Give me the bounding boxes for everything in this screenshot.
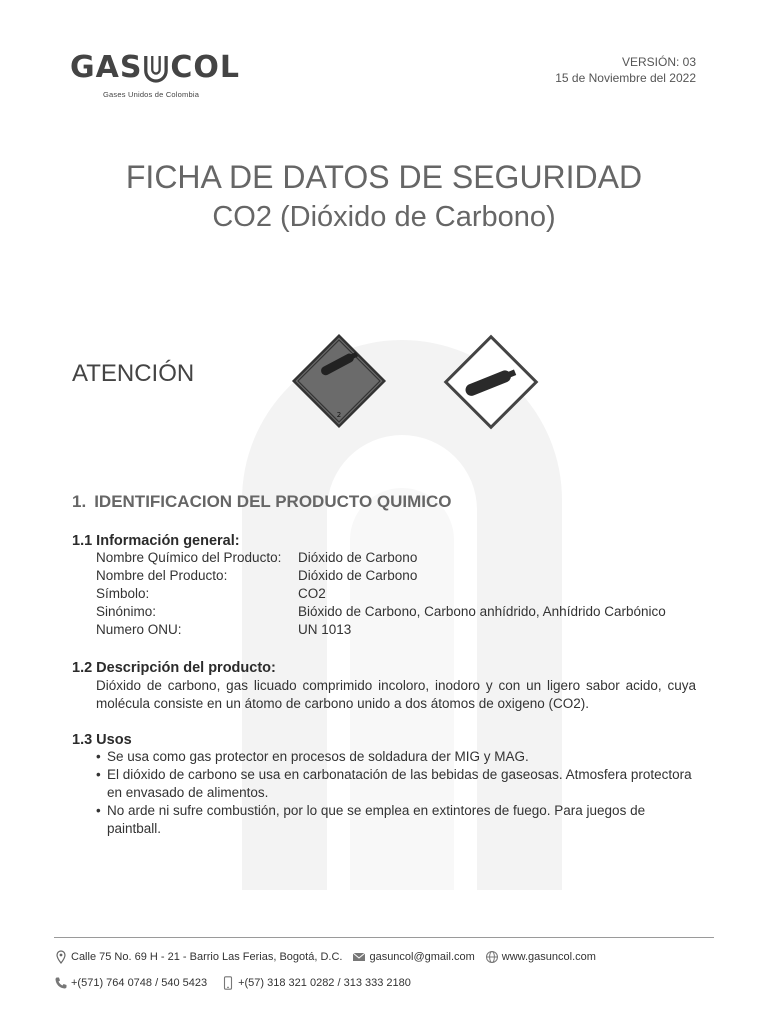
footer-row-1	[54, 949, 606, 965]
info-value: Dióxido de Carbono	[298, 568, 418, 583]
mobile-phone-icon	[221, 976, 235, 990]
section-number: 1.	[72, 492, 87, 511]
document-subtitle: CO2 (Dióxido de Carbono)	[212, 201, 556, 233]
gas-cylinder-ghs04-icon	[442, 333, 540, 431]
email-link[interactable]: gasuncol@gmail.com	[369, 951, 475, 963]
info-value: Dióxido de Carbono	[298, 550, 418, 565]
description-heading: 1.2 Descripción del producto:	[72, 660, 276, 676]
signal-word: ATENCIÓN	[72, 360, 195, 387]
list-item: • No arde ni sufre combustión, por lo que se emplea en extintores de fuego. Para juegos de paintball.	[96, 802, 696, 838]
address-text: Calle 75 No. 69 H - 21 - Barrio Las Ferias, Bogotá, D.C.	[71, 951, 343, 963]
version-label: VERSIÓN: 03	[621, 55, 696, 69]
list-item: • El dióxido de carbono se usa en carbonatación de las bebidas de gaseosas. Atmosfera protectora en envasado de alimentos.	[96, 766, 696, 802]
section-title: IDENTIFICACION DEL PRODUCTO QUIMICO	[94, 492, 452, 511]
version-info	[555, 54, 696, 86]
logo-mark-icon	[143, 53, 169, 83]
uses-heading: 1.3 Usos	[72, 732, 132, 748]
info-row	[96, 549, 666, 567]
location-pin-icon	[54, 950, 68, 964]
class-number-label: 2	[336, 411, 342, 419]
uses-list	[96, 748, 696, 838]
info-row	[96, 621, 666, 639]
footer-divider	[54, 937, 714, 938]
logo-text-right: COL	[170, 50, 240, 85]
info-row	[96, 603, 666, 621]
company-logo	[70, 50, 240, 108]
phone-text[interactable]: +(571) 764 0748 / 540 5423	[71, 977, 208, 989]
list-item: • Se usa como gas protector en procesos de soldadura der MIG y MAG.	[96, 748, 696, 766]
footer-mobile[interactable]	[221, 975, 411, 991]
info-value: UN 1013	[298, 622, 352, 637]
footer-phone[interactable]	[54, 975, 207, 991]
info-label: Nombre del Producto:	[96, 568, 228, 583]
info-row	[96, 567, 666, 585]
description-text: Dióxido de carbono, gas licuado comprimido incoloro, inodoro y con un ligero sabor acido, cuya molécula consiste en un átomo de carbono unido a dos átomos de oxigeno (CO2).	[96, 678, 696, 711]
section-1-heading	[72, 490, 452, 514]
info-label: Símbolo:	[96, 586, 150, 601]
phone-icon	[54, 976, 68, 990]
info-label: Numero ONU:	[96, 622, 182, 637]
info-value: Bióxido de Carbono, Carbono anhídrido, Anhídrido Carbónico	[298, 604, 666, 619]
footer-address	[54, 949, 342, 965]
footer-email[interactable]	[352, 949, 474, 965]
info-value: CO2	[298, 586, 326, 601]
logo-text-left: GAS	[70, 50, 143, 85]
website-link[interactable]: www.gasuncol.com	[501, 951, 596, 963]
envelope-icon	[352, 950, 366, 964]
version-date: 15 de Noviembre del 2022	[555, 71, 696, 85]
info-row	[96, 585, 666, 603]
logo-tagline: Gases Unidos de Colombia	[103, 90, 200, 99]
general-info-table	[96, 549, 666, 639]
globe-icon	[485, 950, 499, 964]
document-title: FICHA DE DATOS DE SEGURIDAD	[125, 159, 643, 195]
gas-cylinder-class-2-icon	[291, 333, 387, 429]
info-label: Sinónimo:	[96, 604, 157, 619]
footer-row-2	[54, 975, 421, 991]
info-label: Nombre Químico del Producto:	[96, 550, 282, 565]
footer-website[interactable]	[485, 949, 596, 965]
general-info-heading: 1.1 Información general:	[72, 533, 240, 549]
mobile-text[interactable]: +(57) 318 321 0282 / 313 333 2180	[238, 977, 411, 989]
